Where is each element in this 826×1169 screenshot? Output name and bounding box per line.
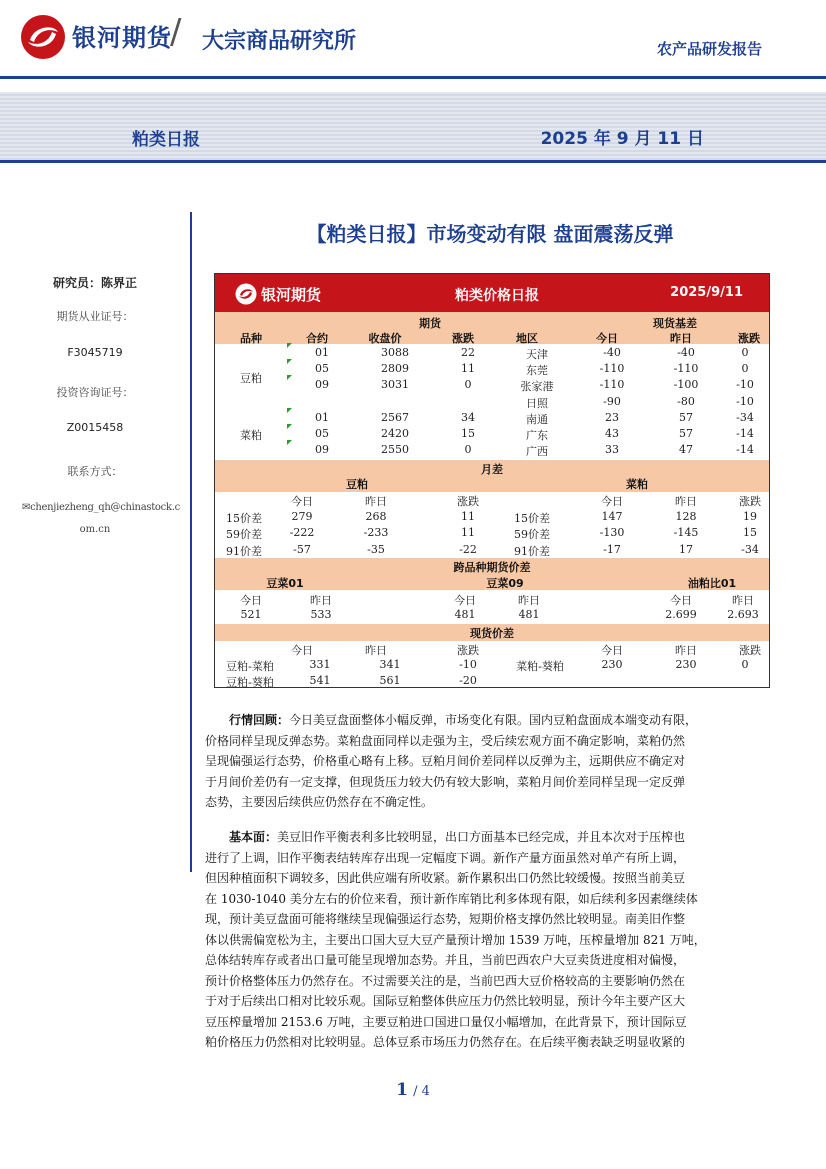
cross-header: 今日 (240, 594, 262, 607)
report-type: 农产品研发报告 (656, 40, 762, 58)
paragraph-line: 在 1030-1040 美分左右的价位来看，预计新作库销比利多体现有限，如后续利多因素继续体 (205, 891, 698, 906)
change-cell: 22 (461, 346, 475, 359)
spread-cell: -22 (459, 543, 477, 556)
cross-header: 昨日 (310, 594, 332, 607)
contract-cell: 01 (315, 411, 329, 424)
paragraph-line: 现，预计美豆盘面可能将继续呈现偏强运行态势，短期价格支撑仍然比较明显。南美旧作整 (205, 912, 686, 926)
spot-header: 昨日 (365, 644, 387, 657)
mail-icon: ✉ (22, 502, 31, 513)
paragraph-line (229, 710, 781, 731)
column-header: 合约 (306, 332, 328, 345)
contact-label: 联系方式： (67, 465, 123, 478)
paragraph-lead: 基本面： (229, 830, 278, 844)
cross-value: 481 (518, 608, 540, 621)
paragraph-text: 今日美豆盘面整体小幅反弹，市场变化有限。国内豆粕盘面成本端变动有限， (289, 713, 698, 727)
license-label: 期货从业证号： (56, 310, 134, 323)
title-band-rule (0, 160, 826, 163)
cross-title: 跨品种期货价差 (453, 561, 531, 574)
contract-cell: 01 (315, 346, 329, 359)
spot-cell: 豆粕-菜粕 (226, 660, 274, 673)
cross-value: 533 (310, 608, 332, 621)
spread-cell: 268 (365, 510, 387, 523)
contract-cell: 09 (315, 378, 329, 391)
region-cell: 广西 (526, 445, 548, 458)
spot-header: 涨跌 (739, 644, 761, 657)
cross-value: 2.693 (727, 608, 759, 621)
spread-cell: -222 (289, 526, 315, 539)
paragraph-line: 豆压榨量增加 2153.6 万吨，主要豆粕进口国进口量仅小幅增加，在此背景下，预计国际豆 (205, 1014, 687, 1029)
change-cell: 11 (461, 362, 475, 375)
spread-cell: 17 (679, 543, 693, 556)
basis-change-cell: -14 (736, 443, 754, 456)
spot-cell: 561 (379, 674, 401, 687)
basis-today-cell: -110 (599, 378, 625, 391)
header-rule (0, 76, 826, 79)
close-price-cell: 2809 (381, 362, 409, 375)
basis-yesterday-cell: 47 (679, 443, 693, 456)
consult-label: 投资咨询证号： (56, 386, 134, 399)
spread-cell: 15价差 (226, 512, 262, 525)
basis-yesterday-cell: -40 (677, 346, 695, 359)
table-date: 2025/9/11 (670, 285, 743, 300)
page-total: / 4 (413, 1084, 430, 1099)
institute-name: 大宗商品研究所 (202, 29, 357, 54)
table-logo-icon (235, 283, 257, 305)
spot-cell: 331 (309, 658, 331, 671)
basis-today-cell: 43 (605, 427, 619, 440)
spread-cell: 91价差 (514, 545, 550, 558)
cross-header: 昨日 (518, 594, 540, 607)
basis-yesterday-cell: 57 (679, 411, 693, 424)
cell-marker-icon (287, 440, 292, 445)
spread-cell: 11 (461, 510, 475, 523)
column-header: 收盘价 (368, 332, 402, 345)
spread-cell: -57 (293, 543, 311, 556)
change-cell: 0 (464, 443, 472, 456)
change-cell: 34 (461, 411, 475, 424)
spread-soy-label: 豆粕 (346, 478, 368, 491)
email-link[interactable] (22, 502, 187, 513)
spread-title: 月差 (481, 463, 503, 476)
spread-cell: 128 (675, 510, 697, 523)
spot-cell: 230 (675, 658, 697, 671)
spot-header: 今日 (291, 644, 313, 657)
band-date: 2025 年 9 月 11 日 (540, 129, 704, 149)
cross-value: 2.699 (665, 608, 697, 621)
paragraph-line (229, 827, 781, 848)
basis-change-cell: -10 (736, 378, 754, 391)
spread-cell: -145 (673, 526, 699, 539)
cell-marker-icon (287, 359, 292, 364)
region-cell: 南通 (526, 413, 548, 426)
spread-cell: -17 (603, 543, 621, 556)
spread-header: 涨跌 (457, 495, 479, 508)
table-brand: 银河期货 (261, 286, 322, 304)
spread-cell: -233 (363, 526, 389, 539)
page-header (0, 0, 826, 76)
brand-name: 银河期货 (72, 24, 172, 52)
spot-title: 现货价差 (470, 627, 514, 640)
table-title: 粕类价格日报 (455, 288, 539, 304)
spread-header: 涨跌 (739, 495, 761, 508)
region-cell: 张家港 (520, 380, 554, 393)
basis-change-cell: -34 (736, 411, 754, 424)
report-title: 【粕类日报】市场变动有限 盘面震荡反弹 (306, 222, 674, 246)
basis-today-cell: -90 (603, 395, 621, 408)
spot-header: 涨跌 (457, 644, 479, 657)
spread-cell: 15价差 (514, 512, 550, 525)
column-header: 昨日 (670, 332, 692, 345)
basis-today-cell: -110 (599, 362, 625, 375)
license-number: F3045719 (67, 346, 123, 359)
paragraph-line: 体以供需偏宽松为主，主要出口国大豆大豆产量预计增加 1539 万吨，压榨量增加 821 万吨， (205, 932, 706, 947)
paragraph-line: 于对于后续出口相对比较乐观。国际豆粕整体供应压力仍然比较明显，预计今年主要产区大 (205, 994, 686, 1008)
cross-label: 豆菜01 (266, 577, 304, 590)
paragraph-line: 粕价格压力仍然相对比较明显。总体豆系市场压力仍然存在。在后续平衡表缺乏明显收紧的 (205, 1035, 686, 1049)
sidebar-divider (190, 212, 192, 872)
spread-header: 昨日 (675, 495, 697, 508)
close-price-cell: 2567 (381, 411, 409, 424)
spread-cell: 59价差 (226, 528, 262, 541)
futures-group-label: 期货 (419, 317, 441, 330)
spread-cell: 19 (743, 510, 757, 523)
paragraph-lead: 行情回顾： (229, 713, 290, 727)
fundamentals (205, 827, 781, 1053)
market-review (205, 710, 781, 813)
cross-value: 481 (454, 608, 476, 621)
spread-cell: -35 (367, 543, 385, 556)
paragraph-line: 于月间价差仍有一定支撑，但现货压力较大仍有较大影响，菜粕月间价差同样呈现一定反弹 (205, 774, 686, 789)
page-footer (0, 1080, 826, 1100)
region-cell: 天津 (526, 348, 548, 361)
header-divider: / (170, 12, 182, 52)
cross-header: 今日 (454, 594, 476, 607)
cross-label: 油粕比01 (687, 577, 737, 590)
region-cell: 广东 (526, 429, 548, 442)
email-line-1: chenjiezheng_qh@chinastock.c (30, 502, 180, 513)
region-cell: 东莞 (526, 364, 548, 377)
cross-header: 昨日 (732, 594, 754, 607)
column-header: 涨跌 (738, 332, 760, 345)
close-price-cell: 3088 (381, 346, 409, 359)
spread-cell: 91价差 (226, 545, 262, 558)
spot-cell: 0 (741, 658, 749, 671)
consult-number: Z0015458 (66, 421, 124, 434)
spot-header: 昨日 (675, 644, 697, 657)
email-line-2[interactable]: om.cn (79, 524, 111, 535)
basis-today-cell: -40 (603, 346, 621, 359)
researcher: 研究员：陈界正 (52, 276, 137, 290)
table-header-bar (215, 274, 769, 312)
spread-header: 今日 (291, 495, 313, 508)
close-price-cell: 3031 (381, 378, 409, 391)
spot-header: 今日 (601, 644, 623, 657)
basis-yesterday-cell: 57 (679, 427, 693, 440)
basis-yesterday-cell: -100 (673, 378, 699, 391)
spot-cell: 541 (309, 674, 331, 687)
yinhe-logo-icon (20, 14, 66, 60)
basis-yesterday-cell: -110 (673, 362, 699, 375)
cell-marker-icon (287, 408, 292, 413)
spot-cell: 230 (601, 658, 623, 671)
cross-label: 豆菜09 (486, 577, 524, 590)
page-number: 1 (396, 1080, 408, 1100)
paragraph-line: 价格同样呈现反弹态势。菜粕盘面同样以走强为主，受后续宏观方面不确定影响，菜粕仍然 (205, 733, 686, 748)
spot-cell: 菜粕-葵粕 (516, 660, 564, 673)
cell-marker-icon (287, 375, 292, 380)
band-title: 粕类日报 (132, 130, 200, 150)
basis-today-cell: 33 (605, 443, 619, 456)
variety-soy: 豆粕 (240, 372, 262, 385)
spread-cell: -130 (599, 526, 625, 539)
spread-cell: 15 (743, 526, 757, 539)
spot-cell: 341 (379, 658, 401, 671)
basis-today-cell: 23 (605, 411, 619, 424)
spot-cell: -10 (459, 658, 477, 671)
paragraph-line: 进行了上调，旧作平衡表结转库存出现一定幅度下调。新作产量方面虽然对单产有所上调， (205, 850, 686, 865)
spot-cell: 豆粕-葵粕 (226, 676, 274, 688)
paragraph-line: 但因种植面积下调较多，因此供应端有所收紧。新作累积出口仍然比较缓慢。按照当前美豆 (205, 871, 686, 885)
paragraph-line: 预计价格整体压力仍然存在。不过需要关注的是，当前巴西大豆价格较高的主要影响仍然在 (205, 973, 686, 988)
spread-cell: 59价差 (514, 528, 550, 541)
basis-change-cell: 0 (741, 362, 749, 375)
contract-cell: 05 (315, 362, 329, 375)
paragraph-text: 美豆旧作平衡表利多比较明显，出口方面基本已经完成，并且本次对于压榨也 (277, 830, 686, 844)
column-header: 地区 (516, 332, 538, 345)
variety-rape: 菜粕 (240, 429, 262, 442)
basis-group-label: 现货基差 (653, 317, 697, 330)
basis-yesterday-cell: -80 (677, 395, 695, 408)
spread-header: 昨日 (365, 495, 387, 508)
change-cell: 0 (464, 378, 472, 391)
spread-cell: 11 (461, 526, 475, 539)
price-table (214, 273, 770, 688)
cross-header: 今日 (670, 594, 692, 607)
paragraph-line: 总体结转库存或者出口量可能呈现增加态势。并且，当前巴西农户大豆卖货进度相对偏慢， (205, 953, 686, 967)
spread-rape-label: 菜粕 (626, 478, 648, 491)
cell-marker-icon (287, 343, 292, 348)
column-header: 今日 (596, 332, 618, 345)
column-header: 品种 (240, 332, 262, 345)
basis-change-cell: -10 (736, 395, 754, 408)
spot-cell: -20 (459, 674, 477, 687)
spread-cell: -34 (741, 543, 759, 556)
spread-cell: 147 (601, 510, 623, 523)
contract-cell: 05 (315, 427, 329, 440)
contract-cell: 09 (315, 443, 329, 456)
basis-change-cell: 0 (741, 346, 749, 359)
spread-cell: 279 (291, 510, 313, 523)
change-cell: 15 (461, 427, 475, 440)
close-price-cell: 2420 (381, 427, 409, 440)
cell-marker-icon (287, 424, 292, 429)
paragraph-line: 态势，主要因后续供应仍然存在不确定性。 (205, 795, 434, 809)
column-header: 涨跌 (452, 332, 474, 345)
region-cell: 日照 (526, 397, 548, 410)
paragraph-line: 呈现偏强运行态势，价格重心略有上移。豆粕月间价差同样以反弹为主，远期供应不确定对 (205, 754, 686, 768)
spread-header: 今日 (601, 495, 623, 508)
cross-value: 521 (240, 608, 262, 621)
close-price-cell: 2550 (381, 443, 409, 456)
basis-change-cell: -14 (736, 427, 754, 440)
